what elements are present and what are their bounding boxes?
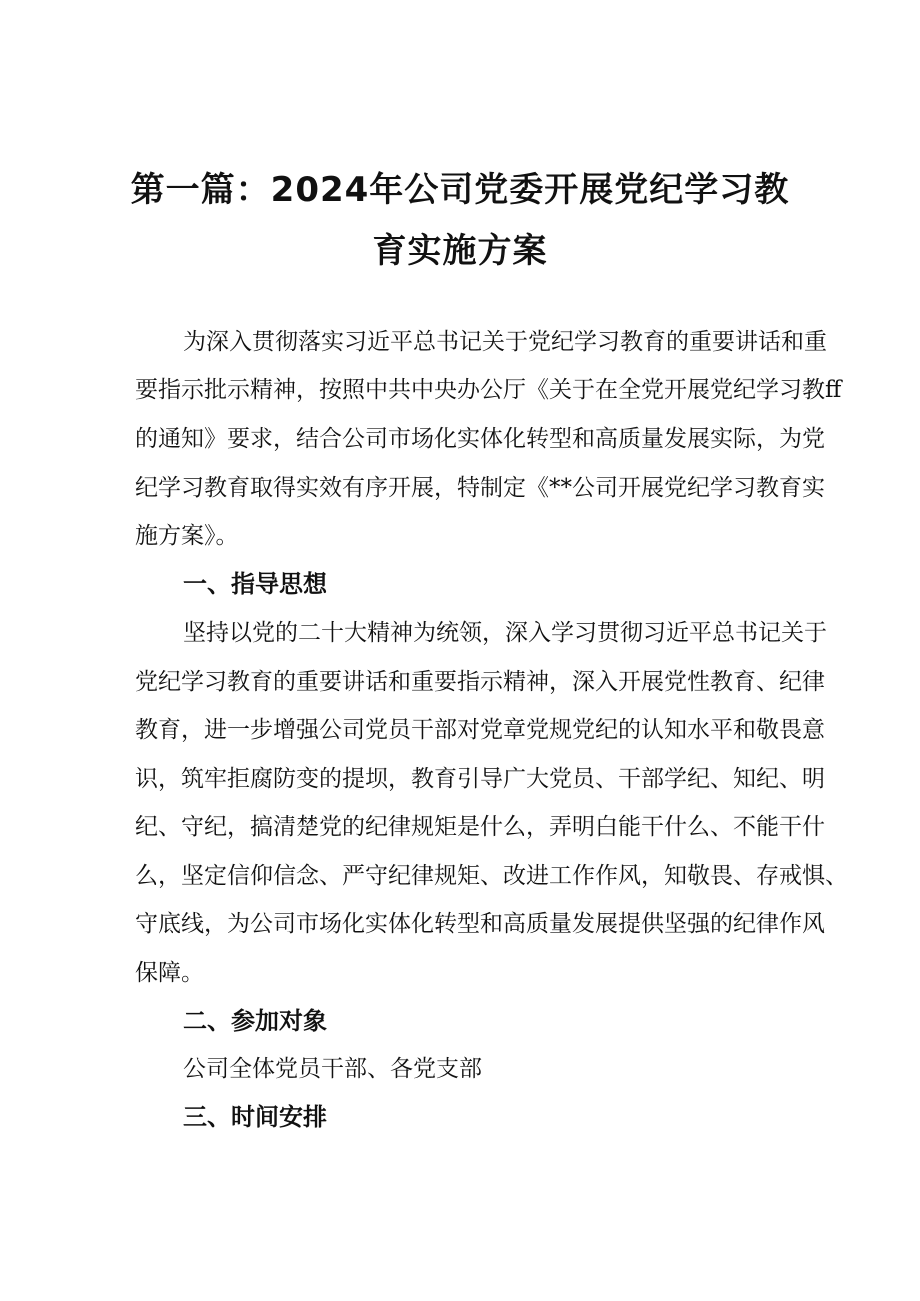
section-2-body: 公司全体党员干部、各党支部 [183,1056,482,1082]
intro-line-2: 要指示批示精神，按照中共中央办公厅《关于在全党开展党纪学习教ff [135,377,842,403]
intro-line-5: 施方案》。 [135,523,239,549]
section-1-line-7: 守底线，为公司市场化实体化转型和高质量发展提供坚强的纪律作风 [135,911,825,937]
section-1-line-4: 识，筑牢拒腐防变的提坝，教育引导广大党员、干部学纪、知纪、明 [135,766,825,792]
document-title-line-2: 育实施方案 [372,231,548,271]
section-1-line-6: 么，坚定信仰信念、严守纪律规矩、改进工作作风，知敬畏、存戒惧、 [135,863,848,889]
intro-line-3: 的通知》要求，结合公司市场化实体化转型和高质量发展实际，为党 [135,426,825,452]
document-title-line-1: 第一篇：2024年公司党委开展党纪学习教 [130,170,790,210]
intro-line-4: 纪学习教育取得实效有序开展，特制定《**公司开展党纪学习教育实 [135,475,825,501]
section-1-line-1: 坚持以党的二十大精神为统领，深入学习贯彻习近平总书记关于 [183,620,827,646]
section-1-line-2: 党纪学习教育的重要讲话和重要指示精神，深入开展党性教育、纪律 [135,669,825,695]
section-1-heading: 一、指导思想 [183,570,327,598]
section-1-line-8: 保障。 [135,960,204,986]
section-1-line-5: 纪、守纪，搞清楚党的纪律规矩是什么，弄明白能干什么、不能干什 [135,814,825,840]
section-3-heading: 三、时间安排 [183,1103,327,1131]
intro-line-1: 为深入贯彻落实习近平总书记关于党纪学习教育的重要讲话和重 [183,329,827,355]
section-1-line-3: 教育，进一步增强公司党员干部对党章党规党纪的认知水平和敬畏意 [135,717,825,743]
section-2-heading: 二、参加对象 [183,1007,327,1035]
